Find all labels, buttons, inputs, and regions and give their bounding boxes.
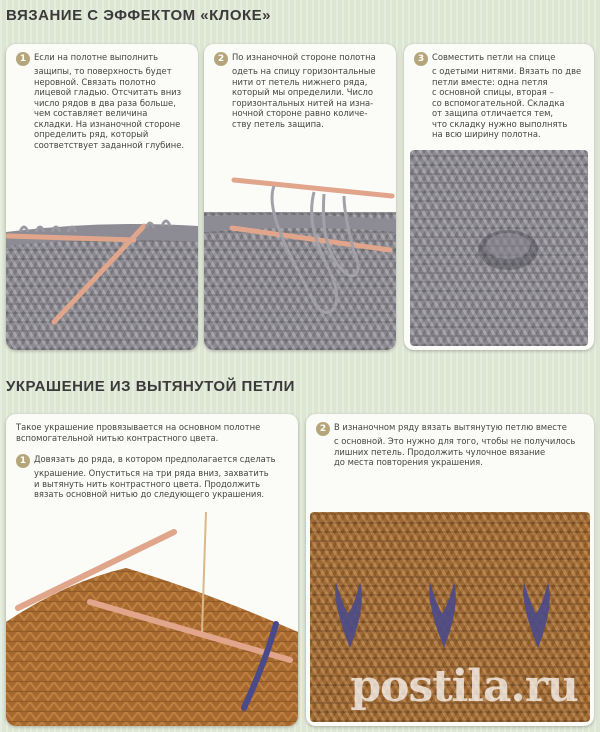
needle-illustration xyxy=(6,192,198,350)
step-text-line: лицевой гладью. Отсчитать вниз xyxy=(34,87,182,97)
step-text-line: соответствует заданной глубине. xyxy=(34,139,185,150)
step-text-line: на всю ширину полотна. xyxy=(432,129,541,139)
step-text-line: В изнаночном ряду вязать вытянутую петлю вместе xyxy=(334,422,567,432)
knitting-photo-step-3 xyxy=(410,150,588,346)
step-number-badge: 3 xyxy=(414,52,428,66)
section-title-cloque: ВЯЗАНИЕ С ЭФФЕКТОМ «КЛОКЕ» xyxy=(6,7,271,24)
step-text-line: что складку нужно выполнять xyxy=(432,118,568,129)
intro-line: вспомогательной нитью контрастного цвета. xyxy=(16,432,219,443)
step-card-4 xyxy=(6,414,298,726)
step-text-line: с основной спицы, вторая – xyxy=(432,87,554,97)
step-text-line: нити от петель нижнего ряда, xyxy=(232,76,368,87)
step-text-line: ству петель защипа. xyxy=(232,118,324,129)
step-text-line: петли вместе: одна петля xyxy=(432,76,548,87)
step-text-line: украшение. Опуститься на три ряда вниз, захватить xyxy=(34,468,269,478)
step-number-badge: 2 xyxy=(316,422,330,436)
step-card-1 xyxy=(6,44,198,350)
step-text-line: который мы определили. Число xyxy=(232,87,374,97)
knitting-photo-step-4 xyxy=(6,512,298,726)
step-number-badge: 2 xyxy=(214,52,228,66)
step-5-text xyxy=(316,422,590,468)
step-text-line: чем составляет величина xyxy=(34,108,148,118)
knitting-photo-step-1 xyxy=(6,192,198,350)
step-card-3 xyxy=(404,44,594,350)
step-card-2 xyxy=(204,44,396,350)
step-2-text xyxy=(214,52,392,129)
step-text-line: защипы, то поверхность будет xyxy=(34,66,172,76)
step-text-line: Совместить петли на спице xyxy=(432,52,556,62)
fold-illustration xyxy=(410,150,588,346)
step-text-line: Довязать до ряда, в котором предполагается сделать xyxy=(34,454,276,464)
step-text-line: от защипа отличается тем, xyxy=(432,108,554,118)
step-text-line: с основной. Это нужно для того, чтобы не получилось xyxy=(334,436,576,446)
knitting-photo-step-2 xyxy=(204,172,396,350)
step-text-line: горизонтальных нитей на изна- xyxy=(232,97,374,108)
step-text-line: определить ряд, который xyxy=(34,129,149,139)
section-title-pulled-loop: УКРАШЕНИЕ ИЗ ВЫТЯНУТОЙ ПЕТЛИ xyxy=(6,378,295,395)
step-text-line: ночной стороне равно количе- xyxy=(232,108,368,118)
step-text-line: до места повторения украшения. xyxy=(334,457,483,467)
step-text-line: Если на полотне выполнить xyxy=(34,52,159,62)
step-text-line: вязать основной нитью до следующего украшения. xyxy=(34,489,265,499)
step-4-text xyxy=(16,454,292,500)
intro-text xyxy=(16,422,292,443)
step-text-line: с одетыми нитями. Вязать по две xyxy=(432,66,582,76)
step-text-line: со вспомогательной. Складка xyxy=(432,97,565,108)
step-text-line: неровной. Связать полотно xyxy=(34,76,156,87)
step-3-text xyxy=(414,52,590,140)
step-text-line: и вытянуть нить контрастного цвета. Продолжить xyxy=(34,478,261,489)
watermark-logo: postila.ru xyxy=(350,661,578,712)
step-text-line: лишних петель. Продолжить чулочное вязание xyxy=(334,446,546,457)
step-text-line: По изнаночной стороне полотна xyxy=(232,52,376,62)
step-text-line: одеть на спицу горизонтальные xyxy=(232,66,376,76)
intro-line: Такое украшение провязывается на основном полотне xyxy=(16,422,261,432)
step-text-line: складки. На изнаночной стороне xyxy=(34,118,181,129)
step-1-text xyxy=(16,52,194,150)
pulled-loop-illustration xyxy=(6,512,298,726)
step-number-badge: 1 xyxy=(16,52,30,66)
step-text-line: число рядов в два раза больше, xyxy=(34,97,176,108)
needle-illustration xyxy=(204,172,396,350)
step-number-badge: 1 xyxy=(16,454,30,468)
